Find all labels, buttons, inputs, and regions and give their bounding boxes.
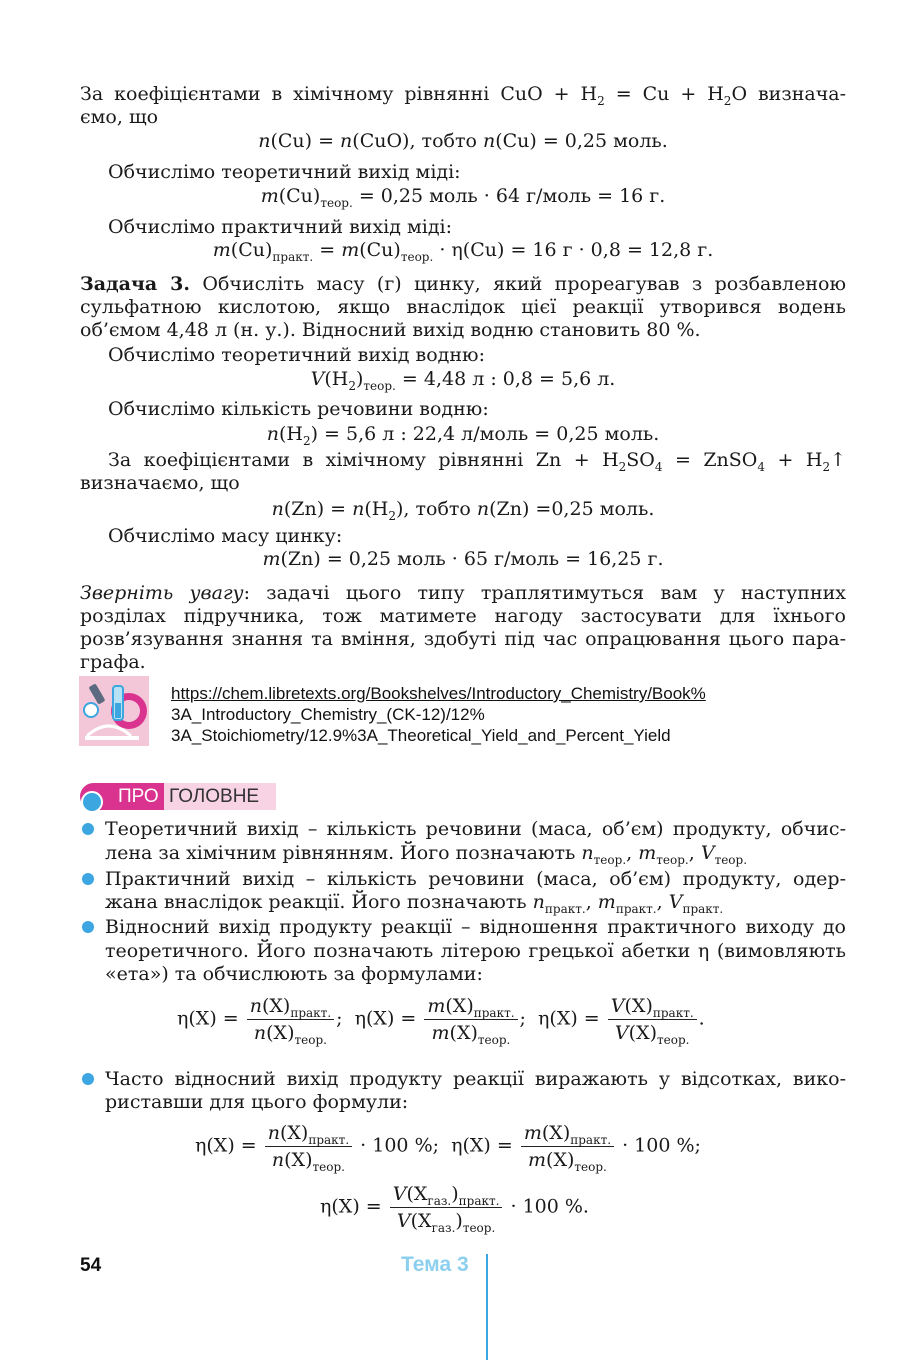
bullet-line: риставши для цього формули: bbox=[105, 1091, 409, 1113]
fraction: $\frac{n(X)_{практ.}}{n(X)_{теор.}}$ bbox=[265, 1122, 352, 1171]
reference-link[interactable]: https://chem.libretexts.org/Bookshelves/Introductory_Chemistry/Book% bbox=[171, 684, 706, 703]
bullet-line: Часто відносний вихід продукту реакції виражають у відсотках, вико- bbox=[105, 1068, 846, 1090]
banner-pro-label: ПРО bbox=[118, 786, 159, 807]
formula-m-cu-theor: $m(Cu)_{теор.} = 0,25$ моль · 64 г/моль = 16 г. bbox=[260, 185, 666, 210]
paragraph-line: Обчислімо кількість речовини водню: bbox=[108, 398, 489, 420]
formula-n-h2: $n(H_2) = 5,6$ л : 22,4 л/моль = 0,25 моль. bbox=[266, 423, 660, 448]
reference-link-cont[interactable]: 3A_Stoichiometry/12.9%3A_Theoretical_Yield_and_Percent_Yield bbox=[171, 726, 671, 745]
yield-formulas: η(X) = $\frac{n(X)_{практ.}}{n(X)_{теор.}}$ ; η(X) = $\frac{m(X)_{практ.}}{m(X)_{теор.}}$ ; η(X) = $\frac{V(X)_{практ.}}{V(X)_{теор.}}$ . bbox=[177, 995, 705, 1047]
summary-banner bbox=[80, 783, 276, 810]
bullet-line: Теоретичний вихід – кількість речовини (маса, об’єм) продукту, обчис- bbox=[105, 818, 846, 840]
paragraph-line: Обчислімо масу цинку: bbox=[108, 525, 343, 547]
note-line: розділах підручника, тож матимете нагоду застосувати для їхнього bbox=[80, 605, 846, 627]
formula-n-cu: n(Cu) = n(CuO), тобто n(Cu) = 0,25 моль. bbox=[258, 130, 668, 152]
topic-label: Тема 3 bbox=[401, 1253, 469, 1276]
bullet-line: «ета») та обчислюють за формулами: bbox=[105, 963, 483, 985]
bullet-icon bbox=[82, 921, 94, 933]
task-3-line: сульфатною кислотою, якщо внаслідок цієї реакції утворився водень bbox=[80, 296, 846, 318]
percent-yield-formulas: η(X) = $\frac{n(X)_{практ.}}{n(X)_{теор.}}$ · 100 %; η(X) = $\frac{m(X)_{практ.}}{m(X)_{теор.}}$ · 100 %; bbox=[195, 1122, 701, 1174]
paragraph-line: За коефіцієнтами в хімічному рівнянні $Zn + H_2SO_4$ = ZnSO$_4$ + $H_2↑$ bbox=[108, 449, 846, 474]
fraction: $\frac{n(X)_{практ.}}{n(X)_{теор.}}$ bbox=[247, 995, 334, 1044]
reference-link-cont[interactable]: 3A_Introductory_Chemistry_(CK-12)/12% bbox=[171, 705, 485, 724]
task-3-label: Задача 3. bbox=[80, 273, 190, 295]
microscope-flask-icon bbox=[79, 676, 149, 746]
fraction: $\frac{m(X)_{практ.}}{m(X)_{теор.}}$ bbox=[424, 995, 517, 1044]
note-lead: Зверніть увагу bbox=[80, 582, 244, 604]
bullet-icon bbox=[82, 823, 94, 835]
note-line: графа. bbox=[80, 651, 146, 673]
paragraph-line: Обчислімо теоретичний вихід міді: bbox=[108, 161, 461, 183]
bullet-icon bbox=[82, 1073, 94, 1085]
fraction: $\frac{V(X)_{практ.}}{V(X)_{теор.}}$ bbox=[608, 995, 697, 1044]
paragraph-line: ємо, що bbox=[80, 106, 159, 128]
bullet-line: теоретичного. Його позначають літерою грецької абетки η (вимовляють bbox=[105, 940, 846, 962]
fraction: $\frac{m(X)_{практ.}}{m(X)_{теор.}}$ bbox=[521, 1122, 614, 1171]
page-number: 54 bbox=[80, 1255, 102, 1276]
note-line: Зверніть увагу: задачі цього типу траплятимуться вам у наступних bbox=[80, 582, 846, 604]
summary-banner-tail bbox=[164, 783, 276, 810]
formula-m-zn: m(Zn) = 0,25 моль · 65 г/моль = 16,25 г. bbox=[262, 548, 664, 570]
banner-dot-icon bbox=[81, 791, 103, 813]
formula-m-cu-pract: $m(Cu)_{практ.} = m(Cu)_{теор.} \cdot \eta(Cu) = 16$ г · 0,8 = 12,8 г. bbox=[212, 239, 714, 264]
bullet-line: лена за хімічним рівнянням. Його позначають $n_{теор.}$, $m_{теор.}$, $V_{теор.}$ bbox=[105, 842, 748, 867]
paragraph-line: За коефіцієнтами в хімічному рівнянні CuO + $H_2 = Cu + H_2O$ визнача- bbox=[80, 83, 847, 108]
bullet-icon bbox=[82, 873, 94, 885]
bullet-line: жана внаслідок реакції. Його позначають $n_{практ.}$, $m_{практ.}$, $V_{практ.}$ bbox=[105, 891, 724, 916]
footer-divider bbox=[486, 1254, 488, 1360]
formula-n-zn: $n(Zn) = n(H_2)$, тобто n(Zn) =0,25 моль. bbox=[271, 498, 655, 523]
formula-v-h2: $V(H_2)_{теор.} = 4,48$ л : 0,8 = 5,6 л. bbox=[310, 368, 616, 393]
bullet-line: Практичний вихід – кількість речовини (маса, об’єм) продукту, одер- bbox=[105, 868, 846, 890]
gas-yield-formula: η(X) = $\frac{V(X_{газ.})_{практ.}}{V(X_{газ.})_{теор.}}$ · 100 %. bbox=[320, 1183, 589, 1235]
paragraph-line: Обчислімо практичний вихід міді: bbox=[108, 216, 453, 238]
paragraph-line: визначаємо, що bbox=[80, 472, 240, 494]
task-3-line: Задача 3. Обчисліть масу (г) цинку, який прореагував з розбавленою bbox=[80, 273, 847, 295]
banner-golovne-label: ГОЛОВНЕ bbox=[169, 786, 260, 807]
paragraph-line: Обчислімо теоретичний вихід водню: bbox=[108, 344, 485, 366]
task-3-line: об’ємом 4,48 л (н. у.). Відносний вихід водню становить 80 %. bbox=[80, 319, 701, 341]
bullet-line: Відносний вихід продукту реакції – відношення практичного виходу до bbox=[105, 916, 846, 938]
fraction: $\frac{V(X_{газ.})_{практ.}}{V(X_{газ.})_{теор.}}$ bbox=[390, 1183, 503, 1232]
note-line: розв’язування знання та вміння, здобуті під час опрацювання цього пара- bbox=[80, 628, 846, 650]
